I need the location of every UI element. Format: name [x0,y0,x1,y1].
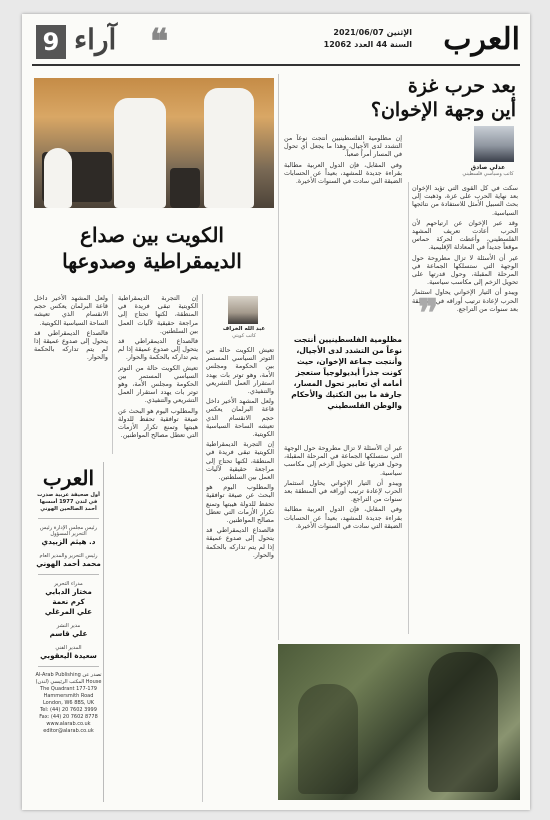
paragraph: فالصداع الديمقراطي قد يتحول إلى صدوع عميقة إذا لم يتم تداركه بالحكمة والحوار. [206,526,274,559]
left-article-column-2 [118,294,198,802]
photo-figure [298,684,358,794]
director-role: مدير النشر [56,623,81,629]
paragraph: وفي المقابل، فإن الدول العربية مطالبة بقراءة جديدة للمشهد، بعيداً عن الحسابات الضيقة التي سادت في السنوات الأخيرة. [284,160,402,186]
pull-quote-mark-icon: ❞ [418,290,439,335]
pull-quote: مظلومية الفلسطينيين أنتجت نوعاً من التشدد لدى الأجيال، وأنتجت جماعة الإخوان، حيث كونت جذراً أيديولوجياً ستعجز أمامه أي تعابير تحول المسار، جارفة ما بين التكتيك والأحكام والوطن الفلسطيني [291,335,402,410]
right-article-column-2 [284,134,402,294]
page-header [22,14,530,64]
photo-figure [204,88,254,208]
right-article-column-2b [284,444,402,634]
article-divider [278,74,279,640]
paragraph: سكت في كل القوى التي تؤيد الإخوان بعد نهاية الحرب على غزة، وذهبت إلى بحث السبيل الأمثل للاستفادة من نتائجها السياسية. [412,184,518,217]
author-role: كاتب وسياسي فلسطيني [462,171,514,177]
art-name: سعيدة اليعقوبي [40,651,97,660]
paragraph: وقد عبر الإخوان عن ارتياحهم لأن الحرب أعادت تعريف المشهد الفلسطيني، وأعطت لحركة حماس موقعاً جديداً في المعادلة الإقليمية. [412,218,518,252]
newspaper-page [22,14,530,810]
address: تصدر عن Al-Arab Publishing House المكتب الرئيسي (لندن) The Quadrant 177-179 Hammersmith Road London, W6 8BS, UK [35,672,102,706]
photo-figure [44,148,72,208]
author-name: عبد الله الخراف [222,326,266,332]
photo-chair [170,168,200,208]
staff-box [34,462,104,802]
right-article-title [280,74,516,122]
paragraph: فالصداع الديمقراطي قد يتحول إلى صدوع عميقة إذا لم يتم تداركه بالحكمة والحوار. [34,328,108,362]
left-article-column-1 [206,346,274,802]
paragraph: وفي المقابل، فإن الدول العربية مطالبة بقراءة جديدة للمشهد، بعيداً عن الحسابات الضيقة التي سادت في السنوات الأخيرة. [284,505,402,530]
director-name: علي قاسم [49,629,88,638]
editor-role: رئيس التحرير والمدير العام [39,553,98,559]
left-article-title [34,222,270,274]
masthead-logo: العرب [443,22,520,57]
divider [38,574,99,575]
issue-number: السنة 44 العدد 12062 [323,40,412,49]
editor-name: محمد أحمد الهوني [36,559,101,568]
kuwait-parliament-photo [34,78,274,208]
left-title-line1: الكويت بين صداع [80,223,224,247]
managers-role: مدراء التحرير [54,581,83,587]
issue-info [324,27,412,51]
paragraph: ويبدو أن التيار الإخواني يحاول استثمار الحرب لإعادة ترتيب أوراقه في المنطقة بعد سنوات من التراجع. [284,478,402,504]
paragraph: ولعل المشهد الأخير داخل قاعة البرلمان يعكس حجم الانقسام الذي تعيشه الساحة السياسية الكويتية. [206,397,274,439]
art-role: المدير الفني [55,645,82,651]
paragraph: إن مظلومية الفلسطينيين أنتجت نوعاً من التشدد لدى الأجيال، وهذا ما يجعل أي تحول في المسار أمراً صعباً. [284,134,402,159]
phone: Tel: (44) 20 7602 3999 [40,707,97,713]
author-role: كاتب كويتي [232,333,256,339]
paragraph: ويبدو أن التيار الإخواني يحاول استثمار الحرب لإعادة ترتيب أوراقه في المنطقة بعد سنوات من التراجع. [412,288,518,313]
staff-logo: العرب [42,466,95,490]
left-author [216,296,272,340]
page-number: 9 [36,25,66,59]
chairman-role: رئيس مجلس الإدارة رئيس التحرير المسؤول [39,525,98,537]
paragraph: تعيش الكويت حالة من التوتر السياسي المستمر بين الحكومة ومجلس الأمة، وهو توتر بات يهدد استقرار العمل التشريعي والتنفيذي. [118,363,198,405]
paragraph: غير أن الأسئلة لا تزال مطروحة حول الوجهة التي ستسلكها الجماعة في المرحلة المقبلة، وحول قدرتها على تحويل الزخم إلى مكاسب سياسية. [284,444,402,477]
paragraph: ولعل المشهد الأخير داخل قاعة البرلمان يعكس حجم الانقسام الذي تعيشه الساحة السياسية الكويتية. [34,294,108,327]
photo-figure [114,98,166,208]
right-title-line2: أين وجهة الإخوان؟ [370,99,516,121]
email-link[interactable]: editor@alarab.co.uk [43,728,94,734]
paragraph: والمطلوب اليوم هو البحث عن صيغة توافقية تحفظ للدولة هيبتها وتمنع تكرار الأزمات التي تعطل مصالح المواطنين. [206,483,274,525]
paragraph: إن التجربة الديمقراطية الكويتية تبقى فريدة في المنطقة، لكنها تحتاج إلى مراجعة حقيقية لآليات العمل بين السلطتين. [118,294,198,335]
issue-date: الإثنين 2021/06/07 [333,28,412,37]
left-title-line2: الديمقراطية وصدوعها [62,249,242,273]
section-title: آراء [74,23,117,56]
column-divider [408,182,409,634]
paragraph: غير أن الأسئلة لا تزال مطروحة حول الوجهة التي ستسلكها الجماعة في المرحلة المقبلة، وحول قدرتها على تحويل الزخم إلى مكاسب سياسية. [412,253,518,287]
soldiers-photo [278,644,520,800]
divider [38,518,99,519]
manager-name: علي المرغلي [44,607,93,616]
author-photo [474,126,514,162]
paragraph: والمطلوب اليوم هو البحث عن صيغة توافقية تحفظ للدولة هيبتها وتمنع تكرار الأزمات التي تعطل مصالح المواطنين. [118,406,198,440]
column-divider [202,294,203,802]
quote-icon: ❝ [150,22,169,62]
manager-name: كرم نعمة [52,597,85,606]
fax: Fax: (44) 20 7602 8778 [39,714,98,720]
author-name: عدلي صادق [470,164,506,171]
right-author [458,126,518,178]
website-link[interactable]: www.alarab.co.uk [46,721,91,727]
paragraph: إن التجربة الديمقراطية الكويتية تبقى فريدة في المنطقة، لكنها تحتاج إلى مراجعة حقيقية لآليات العمل بين السلطتين. [206,440,274,482]
header-rule [32,64,520,66]
author-photo [228,296,258,324]
chairman-name: د. هيثم الزبيدي [41,537,96,546]
column-divider [112,294,113,454]
paragraph: تعيش الكويت حالة من التوتر السياسي المستمر بين الحكومة ومجلس الأمة، وهو توتر بات يهدد استقرار العمل التشريعي والتنفيذي. [206,346,274,396]
right-article-column-1 [412,184,518,634]
divider [38,666,99,667]
left-article-column-3 [34,294,108,454]
staff-tagline: أول صحيفة عربية صدرت في لندن 1977 أسسها أحمد الصالحين الهوني [37,492,100,512]
manager-name: مختار الدبابي [45,587,92,596]
right-title-line1: بعد حرب غزة [407,75,516,97]
photo-figure [428,652,498,792]
paragraph: فالصداع الديمقراطي قد يتحول إلى صدوع عميقة إذا لم يتم تداركه بالحكمة والحوار. [118,337,198,362]
